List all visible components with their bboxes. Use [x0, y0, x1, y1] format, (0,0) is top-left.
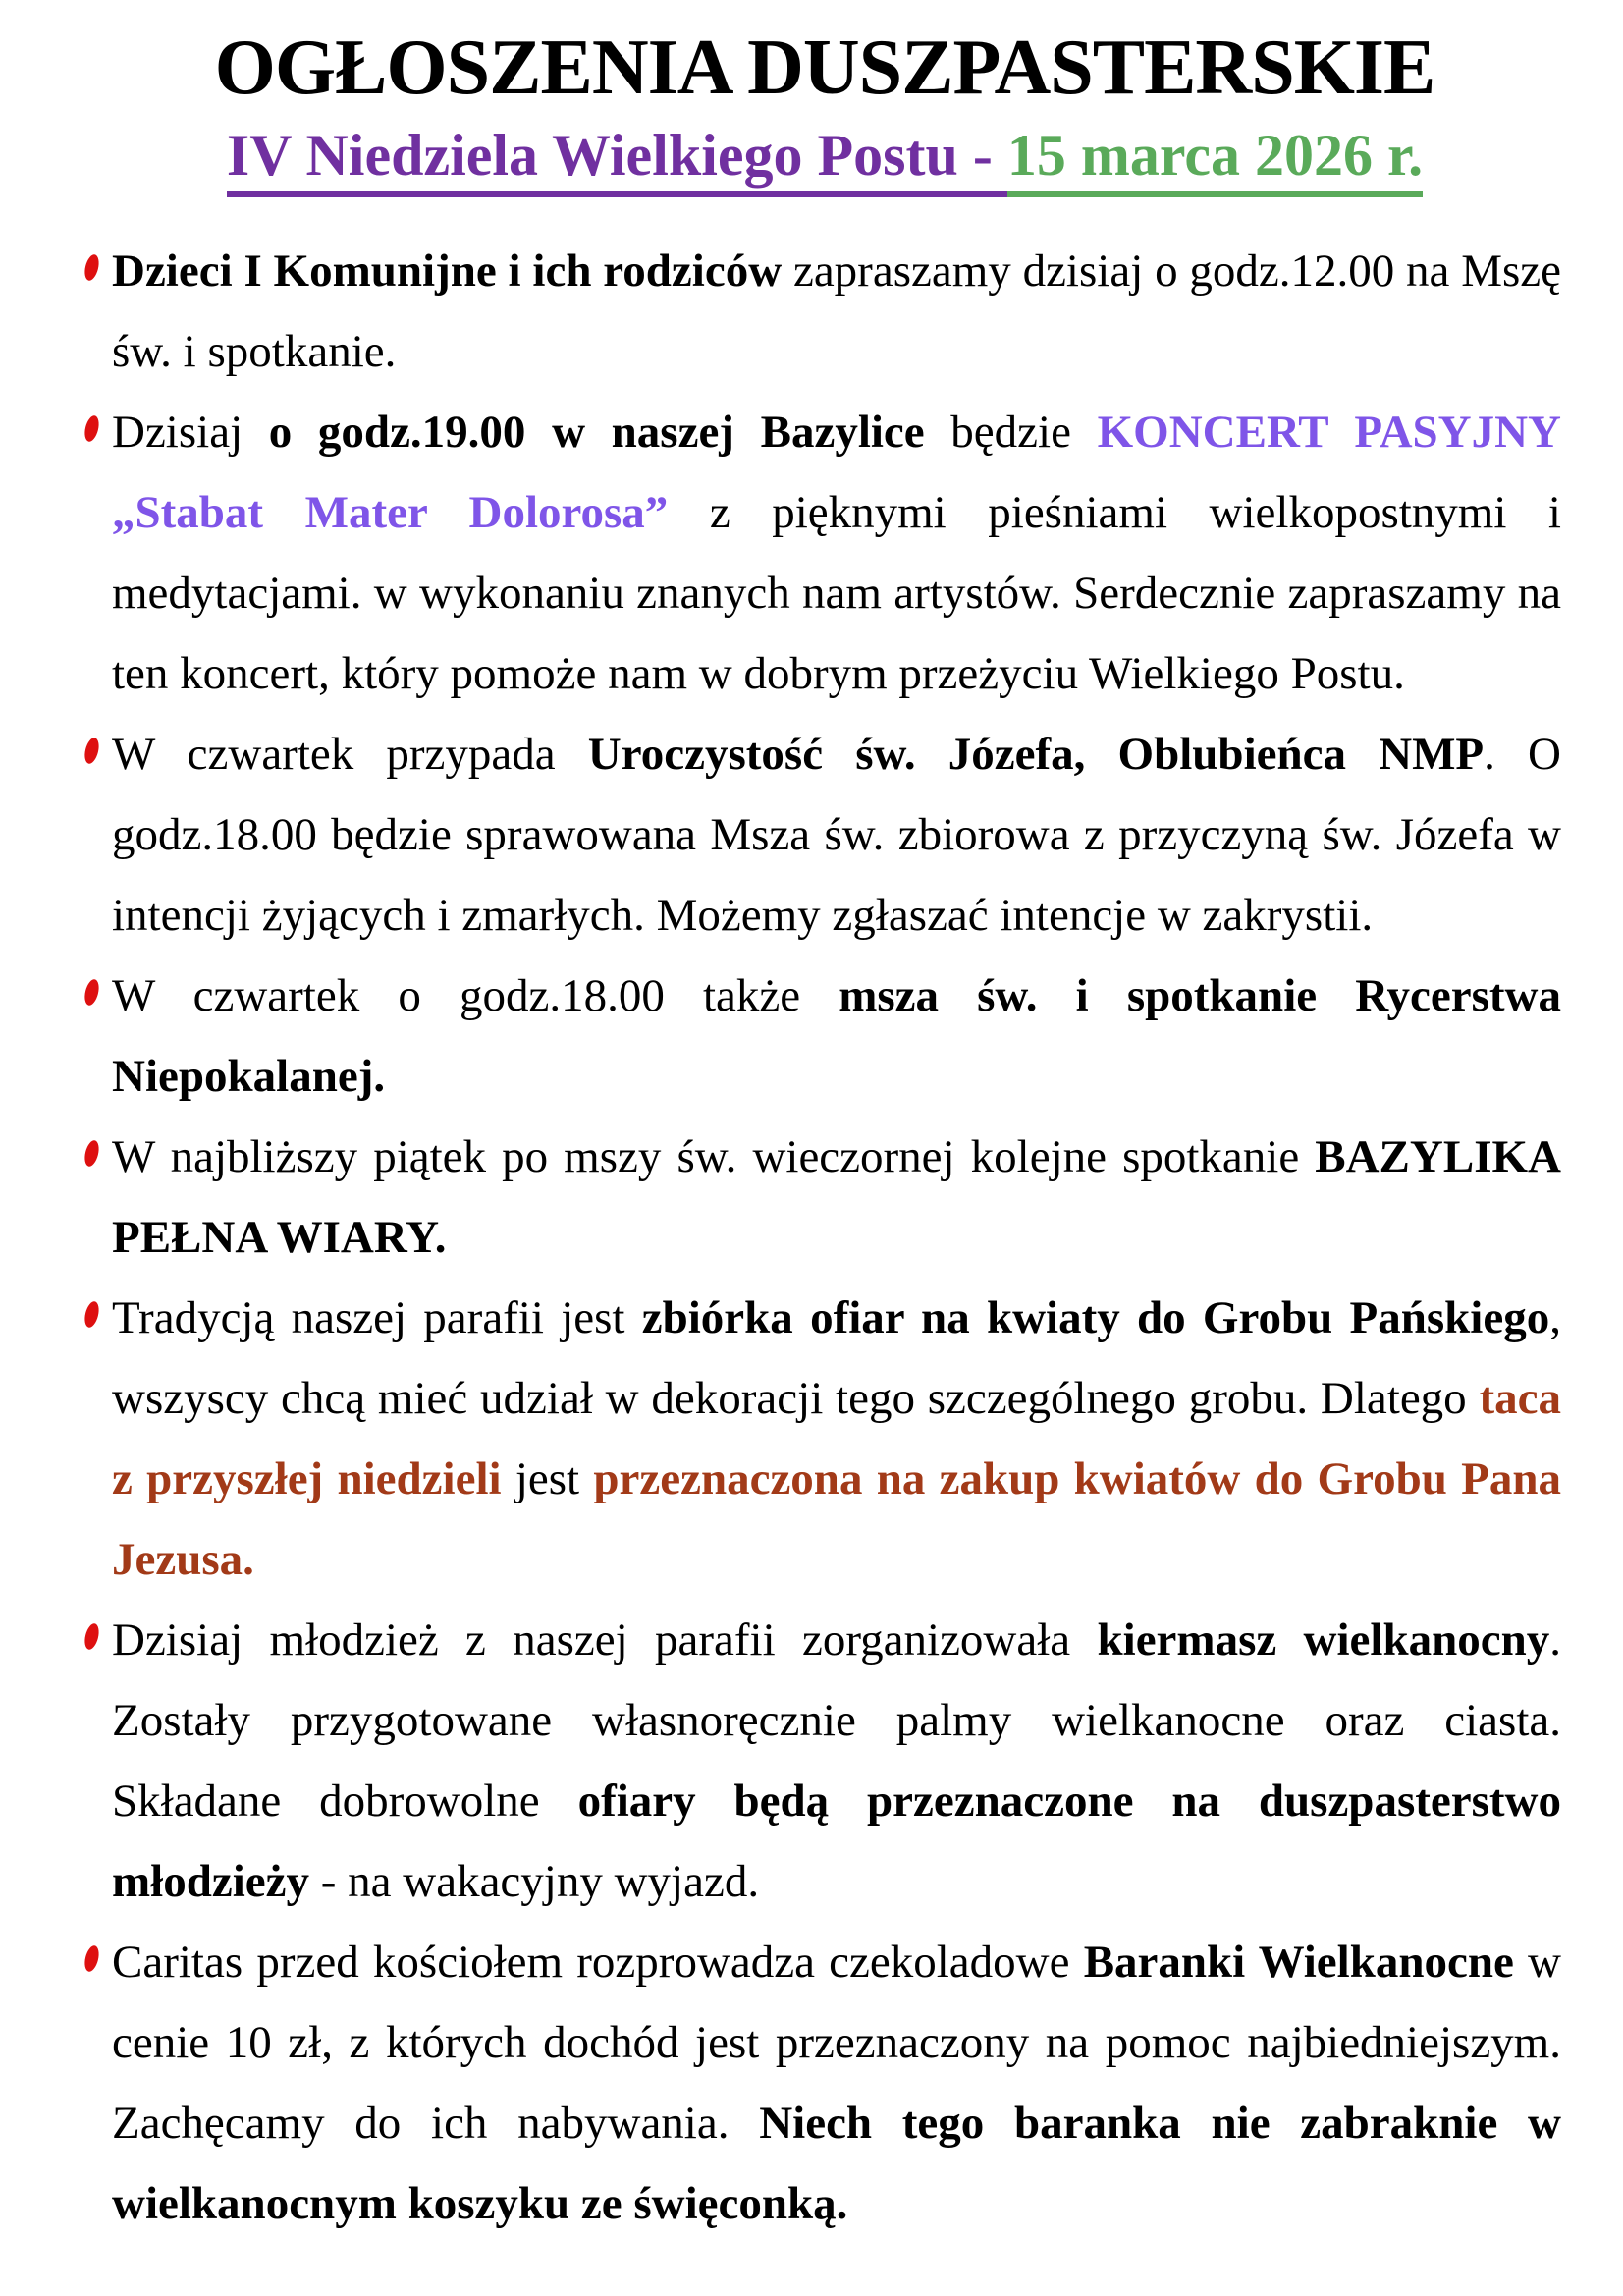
text-segment: Niech tego baranka nie zabraknie w wielkanocnym koszyku ze święconką.: [112, 2098, 1561, 2230]
text-segment: kiermasz wielkanocny: [1097, 1614, 1550, 1667]
announcement-item: [88, 714, 1561, 956]
subtitle-season: IV Niedziela Wielkiego Postu -: [227, 123, 1007, 197]
bullet-icon: [82, 1944, 101, 1973]
announcement-text: [112, 246, 1561, 377]
announcement-text: [112, 1131, 1561, 1263]
text-segment: zapraszamy dzisiaj o godz.12.00 na Mszę św. i spotkanie.: [112, 246, 1562, 378]
bullet-icon: [82, 1300, 101, 1329]
announcement-item: [88, 231, 1561, 392]
announcement-text: [112, 407, 1561, 699]
bullet-icon: [82, 253, 101, 282]
bullet-icon: [82, 1622, 101, 1651]
bullet-icon: [82, 978, 101, 1007]
announcement-item: [88, 392, 1561, 714]
text-segment: taca z przyszłej niedzieli: [112, 1373, 1561, 1505]
text-segment: - na wakacyjny wyjazd.: [309, 1856, 760, 1908]
subtitle-date: 15 marca 2026 r.: [1007, 123, 1423, 197]
text-segment: . O godz.18.00 będzie sprawowana Msza św. zbiorowa z przyczyną św. Józefa w intencji żyjących i zmarłych. Możemy zgłaszać intencje w zakrystii.: [112, 729, 1561, 942]
text-segment: W czwartek o godz.18.00 także: [112, 970, 839, 1022]
text-segment: o godz.19.00 w naszej Bazylice: [268, 407, 925, 459]
text-segment: jest: [501, 1453, 594, 1505]
text-segment: ofiary będą przeznaczone na duszpasterstwo młodzieży: [112, 1776, 1561, 1908]
bullet-icon: [82, 1139, 101, 1168]
bullet-icon: [82, 414, 101, 443]
announcement-item: [88, 1117, 1561, 1278]
announcement-item: [88, 1278, 1561, 1600]
text-segment: , wszyscy chcą mieć udział w dekoracji tego szczególnego grobu. Dlatego: [112, 1292, 1561, 1425]
text-segment: Dzisiaj: [112, 407, 269, 459]
announcement-text: [112, 1292, 1561, 1585]
text-segment: . Zostały przygotowane własnoręcznie palmy wielkanocne oraz ciasta. Składane dobrowolne: [112, 1614, 1562, 1828]
announcement-item: [88, 1922, 1561, 2244]
text-segment: Tradycją naszej parafii jest: [112, 1292, 642, 1344]
text-segment: W czwartek przypada: [112, 729, 588, 781]
text-segment: Dzisiaj młodzież z naszej parafii zorganizowała: [112, 1614, 1098, 1667]
page-title: OGŁOSZENIA DUSZPASTERSKIE: [214, 25, 1435, 111]
announcement-list: [88, 231, 1561, 2244]
text-segment: W najbliższy piątek po mszy św. wieczornej kolejne spotkanie: [112, 1131, 1316, 1183]
text-segment: przeznaczona na zakup kwiatów do Grobu Pana Jezusa.: [112, 1453, 1561, 1586]
text-segment: BAZYLIKA PEŁNA WIARY.: [112, 1131, 1561, 1264]
text-segment: Baranki Wielkanocne: [1083, 1937, 1514, 1989]
text-segment: będzie: [924, 407, 1098, 459]
text-segment: zbiórka ofiar na kwiaty do Grobu Pańskiego: [641, 1292, 1550, 1344]
text-segment: Caritas przed kościołem rozprowadza czekoladowe: [112, 1937, 1084, 1989]
announcement-text: [112, 729, 1561, 941]
text-segment: w cenie 10 zł, z których dochód jest przeznaczony na pomoc najbiedniejszym. Zachęcamy do ich nabywania.: [112, 1937, 1561, 2150]
announcement-text: [112, 970, 1561, 1102]
announcement-text: [112, 1614, 1561, 1907]
announcement-item: [88, 1600, 1561, 1922]
text-segment: z pięknymi pieśniami wielkopostnymi i medytacjami. w wykonaniu znanych nam artystów. Serdecznie zapraszamy na ten koncert, który pomoże nam w dobrym przeżyciu Wielkiego Postu.: [112, 487, 1561, 700]
announcement-text: [112, 1937, 1561, 2229]
text-segment: msza św. i spotkanie Rycerstwa Niepokalanej.: [112, 970, 1561, 1103]
bullet-icon: [82, 737, 101, 765]
text-segment: Dzieci I Komunijne i ich rodziców: [112, 246, 783, 298]
text-segment: KONCERT PASYJNY „Stabat Mater Dolorosa”: [112, 407, 1562, 539]
page-subtitle: [88, 122, 1561, 190]
announcement-item: [88, 956, 1561, 1117]
text-segment: Uroczystość św. Józefa, Oblubieńca NMP: [587, 729, 1485, 781]
